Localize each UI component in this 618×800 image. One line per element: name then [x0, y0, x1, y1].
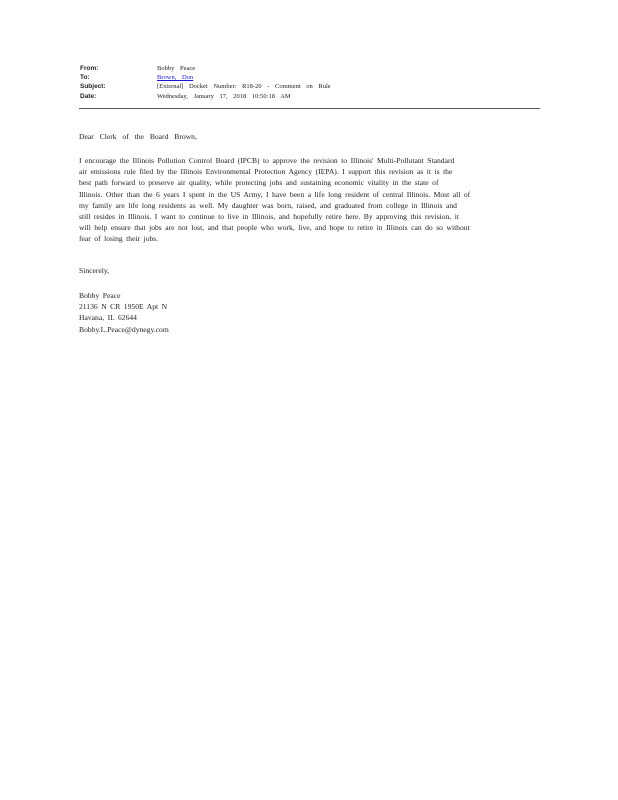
body-line: Illinois. Other than the 6 years I spent in the US Army, I have been a life long resident of central Illinois. Most all of — [79, 189, 471, 199]
to-label: To: — [80, 74, 90, 81]
letter-body-paragraph — [79, 155, 541, 245]
header-subject-row — [80, 82, 550, 92]
salutation: Dear Clerk of the Board Brown, — [79, 132, 197, 141]
to-recipient-link[interactable]: Brown, Don — [157, 74, 194, 81]
signature-name: Bobby Peace — [79, 291, 121, 300]
date-value: Wednesday, January 17, 2018 10:50:18 AM — [157, 93, 291, 100]
subject-label: Subject: — [80, 83, 106, 90]
signature-block — [79, 290, 541, 335]
date-label: Date: — [80, 93, 97, 100]
body-line: will help ensure that jobs are not lost, and that people who work, live, and hope to retire in Illinois can do so without — [79, 223, 470, 233]
subject-value: [External] Docket Number: R18-20 - Comment on Rule — [157, 83, 331, 90]
signature-city-line: Havana, IL 62644 — [79, 313, 137, 323]
body-line: I encourage the Illinois Pollution Control Board (IPCB) to approve the revision to Illinois' Multi-Pollutant Standard — [79, 156, 455, 165]
body-line: fear of losing their jobs. — [79, 234, 159, 244]
signature-email: Bobby.L.Peace@dynegy.com — [79, 324, 169, 334]
header-date-row — [80, 92, 550, 102]
from-label: From: — [80, 65, 99, 72]
body-line: still resides in Illinois. I want to continue to live in Illinois, and hopefully retire here. By approving this revision, it — [79, 212, 459, 222]
body-line: air emissions rule filed by the Illinois Environmental Protection Agency (IEPA). I support this revision as it is the — [79, 167, 453, 177]
from-value: Bobby Peace — [157, 65, 196, 72]
closing: Sincerely, — [79, 266, 110, 275]
body-line: my family are life long residents as well. My daughter was born, raised, and graduated from college in Illinois and — [79, 200, 457, 210]
body-line: best path forward to preserve air quality, while protecting jobs and sustaining economic vitality in the state of — [79, 178, 439, 188]
signature-address-line: 21136 N CR 1950E Apt N — [79, 302, 168, 312]
header-divider — [79, 108, 540, 109]
